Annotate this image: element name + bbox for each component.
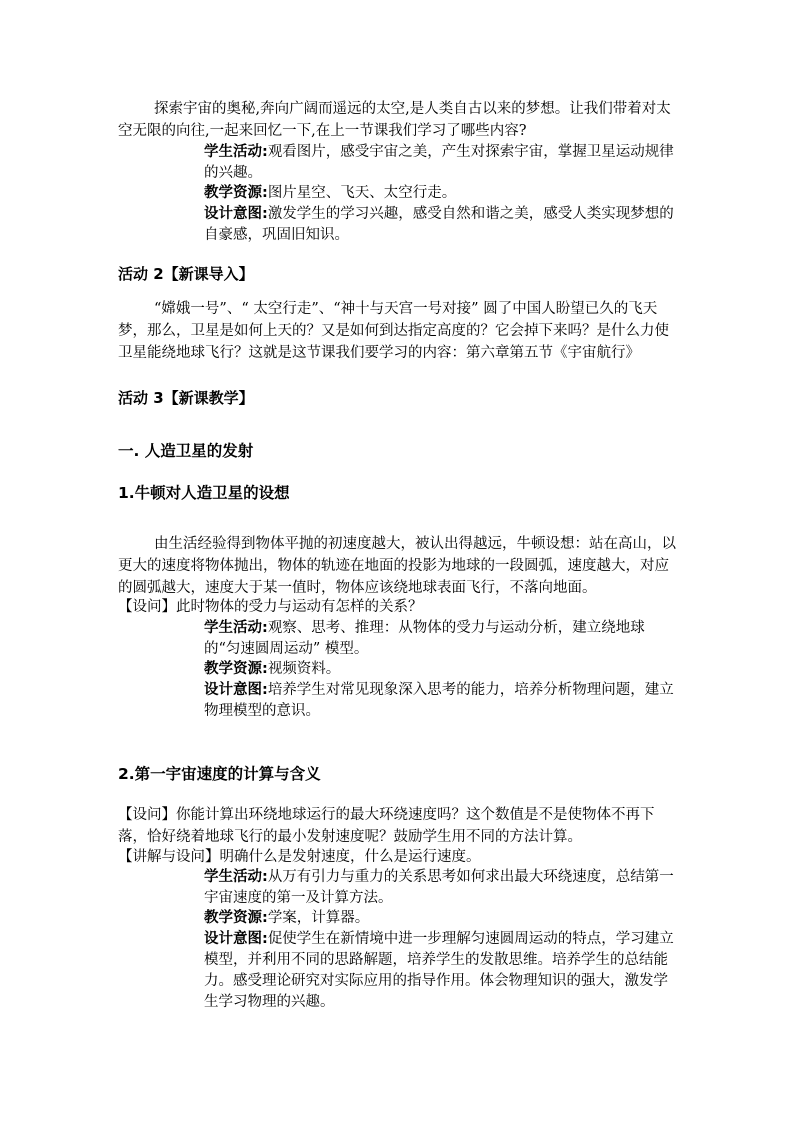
student-activity-text: 从万有引力与重力的关系思考如何求出最大环绕速度，总结第一宇宙速度的第一及计算方法。 <box>204 869 674 906</box>
sub2-design-intent <box>204 929 674 1013</box>
teaching-resource-label: 教学资源: <box>204 185 268 201</box>
teaching-resource-label: 教学资源: <box>204 910 268 926</box>
design-intent-text: 培养学生对常见现象深入思考的能力，培养分析物理问题，建立物理模型的意识。 <box>204 682 674 719</box>
intro-paragraph: 探索宇宙的奥秘,奔向广阔而遥远的太空,是人类自古以来的梦想。让我们带着对太空无限的向往,一起来回忆一下,在上一节课我们学习了哪些内容? <box>118 101 671 139</box>
activity2-heading: 活动 2【新课导入】 <box>118 265 254 283</box>
student-activity-label: 学生活动: <box>204 869 268 885</box>
activity2-paragraph: “嫦娥一号”、“ 太空行走”、“神十与天宫一号对接” 圆了中国人盼望已久的飞天梦，那么，卫星是如何上天的？又是如何到达指定高度的？它会掉下来吗？是什么力使卫星能绕地球飞行？这就是这节课我们要学习的内容：第六章第五节《宇宙航行》 <box>118 301 669 361</box>
intro-design-intent <box>204 204 674 246</box>
sub2-teaching-resource <box>204 908 674 929</box>
sub1-teaching-resource <box>204 659 674 680</box>
design-intent-label: 设计意图: <box>204 206 268 222</box>
sub1-student-activity <box>204 618 674 660</box>
student-activity-text: 观看图片，感受宇宙之美，产生对探索宇宙，掌握卫星运动规律的兴趣。 <box>204 144 674 181</box>
student-activity-text: 观察、思考、推理：从物体的受力与运动分析，建立绕地球的“匀速圆周运动” 模型。 <box>204 620 645 657</box>
section1-sub2-heading: 2.第一宇宙速度的计算与含义 <box>118 765 321 783</box>
design-intent-text: 促使学生在新情境中进一步理解匀速圆周运动的特点，学习建立模型，并利用不同的思路解题，培养学生的发散思维。培养学生的总结能力。感受理论研究对实际应用的指导作用。体会物理知识的强大，激发学生学习物理的兴趣。 <box>204 931 674 1010</box>
sub1-paragraph: 由生活经验得到物体平抛的初速度越大，被认出得越远，牛顿设想：站在高山，以更大的速度将物体抛出，物体的轨迹在地面的投影为地球的一段圆弧，速度越大，对应的圆弧越大，速度大于某一值时，物体应该绕地球表面飞行，不落向地面。 <box>118 536 676 596</box>
sub2-question: 【设问】你能计算出环绕地球运行的最大环绕速度吗？这个数值是不是使物体不再下落，恰好绕着地球飞行的最小发射速度呢？鼓励学生用不同的方法计算。 <box>118 807 655 845</box>
teaching-resource-text: 图片星空、飞天、太空行走。 <box>267 185 457 201</box>
design-intent-label: 设计意图: <box>204 682 268 698</box>
sub2-explain: 【讲解与设问】明确什么是发射速度，什么是运行速度。 <box>118 849 481 865</box>
section1-heading: 一. 人造卫星的发射 <box>118 442 254 460</box>
sub1-design-intent <box>204 680 674 722</box>
student-activity-label: 学生活动: <box>204 620 268 636</box>
sub1-question: 【设问】此时物体的受力与运动有怎样的关系？ <box>118 599 423 615</box>
section1-sub1-heading: 1.牛顿对人造卫星的设想 <box>118 484 290 502</box>
design-intent-text: 激发学生的学习兴趣，感受自然和谐之美，感受人类实现梦想的自豪感，巩固旧知识。 <box>204 206 674 243</box>
intro-teaching-resource <box>204 183 674 204</box>
teaching-resource-label: 教学资源: <box>204 661 268 677</box>
intro-student-activity <box>204 142 674 184</box>
student-activity-label: 学生活动: <box>204 144 268 160</box>
activity3-heading: 活动 3【新课教学】 <box>118 389 254 407</box>
teaching-resource-text: 学案，计算器。 <box>267 910 370 926</box>
design-intent-label: 设计意图: <box>204 931 268 947</box>
sub2-student-activity <box>204 867 674 909</box>
teaching-resource-text: 视频资料。 <box>267 661 341 677</box>
